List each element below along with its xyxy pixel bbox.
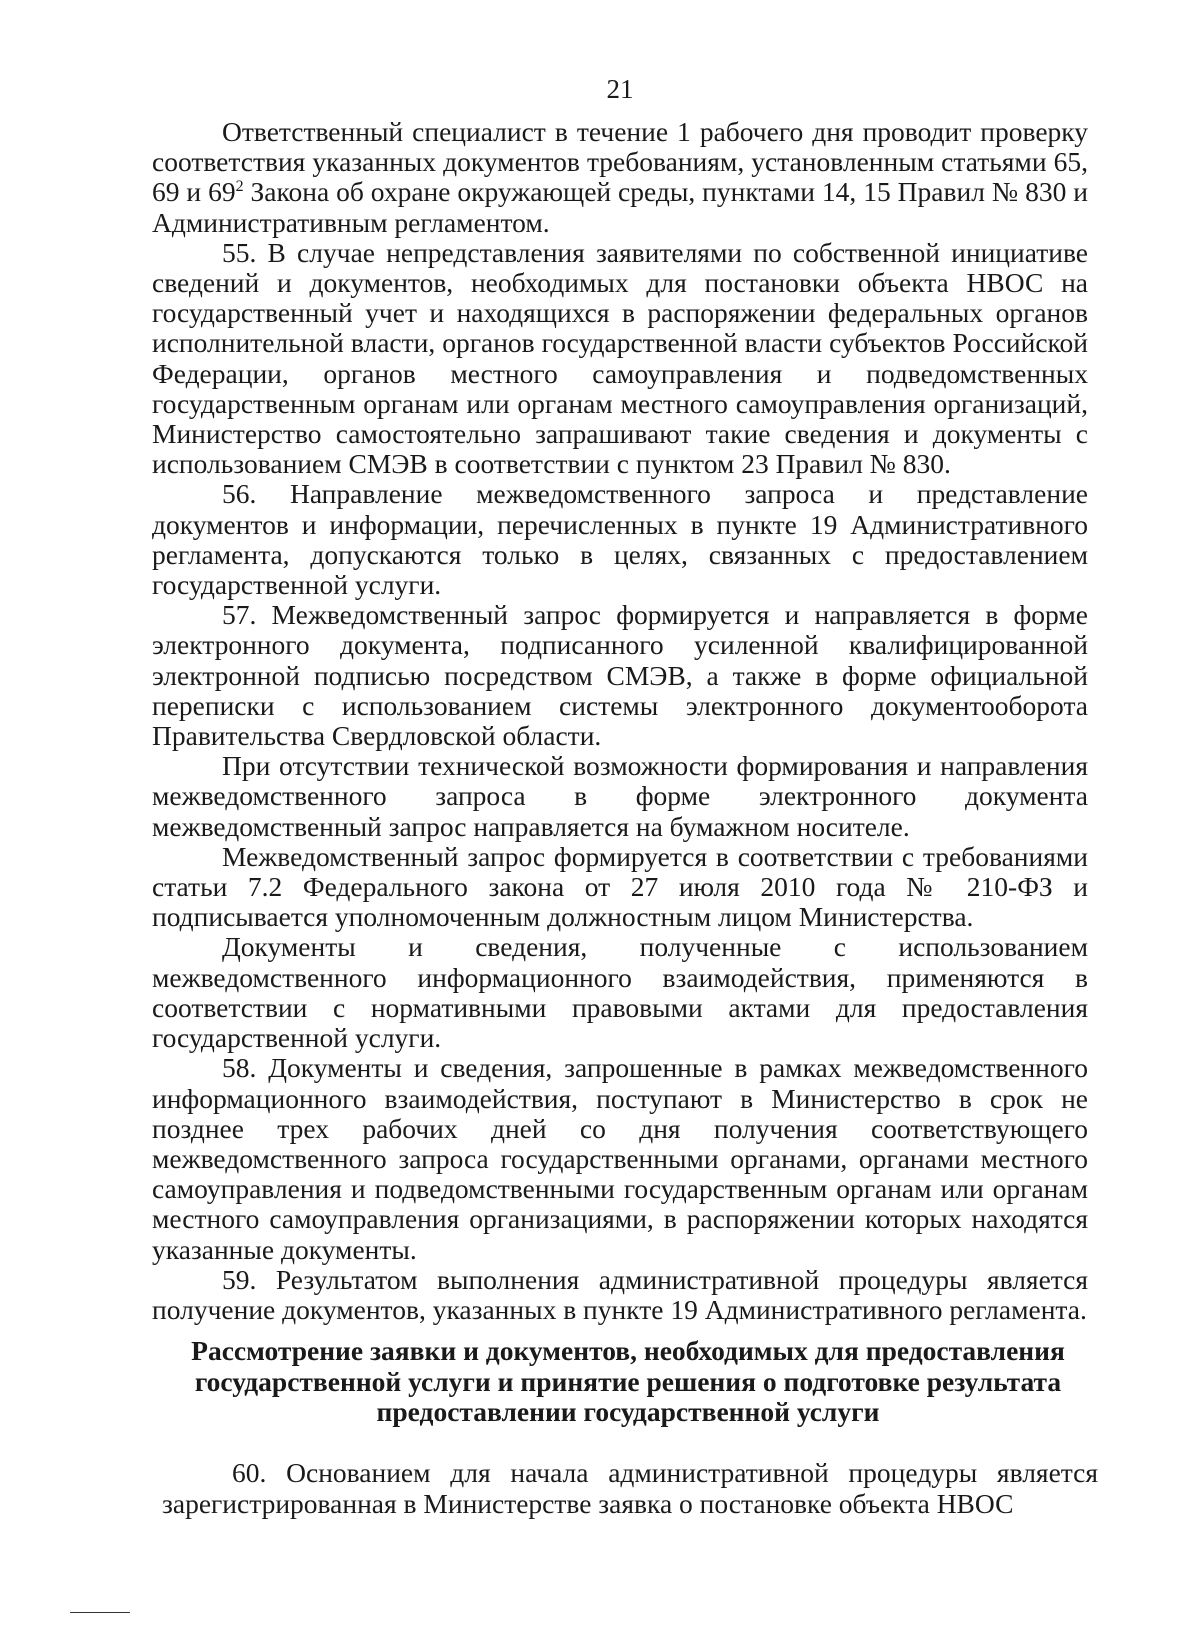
paragraph-55: 55. В случае непредставления заявителями по собственной инициативе сведений и документов, необходимых для постановки объекта НВОС на государственный учет и находящихся в распоряжении федеральных органов исполнительной власти, органов государственной власти субъектов Российской Федерации, органов местного самоуправления и подведомственных государственным органам или органам местного самоуправления организаций, Министерство самостоятельно запрашивают такие сведения и документы с использованием СМЭВ в соответствии с пунктом 23 Правил № 830.	[152, 236, 1088, 480]
paragraph-58: 58. Документы и сведения, запрошенные в рамках межведомственного информационного взаимодействия, поступают в Министерство в срок не позднее трех рабочих дней со дня получения соответствующего межведомственного запроса государственными органами, органами местного самоуправления и подведомственными государственным органам или органам местного самоуправления организациями, в распоряжении которых находятся указанные документы.	[152, 1052, 1088, 1265]
heading-line: предоставлении государственной услуги	[376, 1396, 880, 1427]
tail-text	[162, 1458, 1098, 1519]
paragraph-54-continued	[152, 117, 1088, 238]
paragraph-57-part2: При отсутствии технической возможности формирования и направления межведомственного запроса в форме электронного документа межведомственный запрос направляется на бумажном носителе.	[152, 750, 1088, 842]
paragraph-60: 60. Основанием для начала административной процедуры является зарегистрированная в Министерстве заявка о постановке объекта НВОС	[162, 1457, 1098, 1519]
paragraph-59: 59. Результатом выполнения административной процедуры является получение документов, указанных в пункте 19 Административного регламента.	[152, 1263, 1088, 1325]
body-text	[152, 117, 1088, 1325]
heading-line: государственной услуги и принятие решения о подготовке результата	[194, 1365, 1062, 1397]
paragraph-57-part3: Межведомственный запрос формируется в соответствии с требованиями статьи 7.2 Федерального закона от 27 июля 2010 года № 210-ФЗ и подписывается уполномоченным должностным лицом Министерства.	[152, 840, 1088, 933]
footnote-rule	[70, 1612, 130, 1613]
paragraph-56: 56. Направление межведомственного запроса и представление документов и информации, перечисленных в пункте 19 Административного регламента, допускаются только в целях, связанных с предоставлением государственной услуги.	[152, 478, 1088, 601]
paragraph-text: Ответственный специалист в течение 1 рабочего дня проводит проверку соответствия указанных документов требованиям, установленным статьями 65, 69 и 69	[152, 116, 1088, 208]
page-number: 21	[606, 74, 634, 104]
paragraph-text: Закона об охране окружающей среды, пунктами 14, 15 Правил № 830 и Административным регламентом.	[152, 176, 1088, 238]
paragraph-57-part4: Документы и сведения, полученные с использованием межведомственного информационного взаимодействия, применяются в соответствии с нормативными правовыми актами для предоставления государственной услуги.	[152, 931, 1088, 1054]
heading-line: Рассмотрение заявки и документов, необходимых для предоставления	[191, 1335, 1065, 1366]
paragraph-57: 57. Межведомственный запрос формируется и направляется в форме электронного документа, подписанного усиленной квалифицированной электронной подписью посредством СМЭВ, а также в форме официальной переписки с использованием системы электронного документооборота Правительства Свердловской области.	[152, 599, 1088, 752]
section-heading	[160, 1336, 1096, 1428]
superscript: 2	[235, 178, 244, 196]
